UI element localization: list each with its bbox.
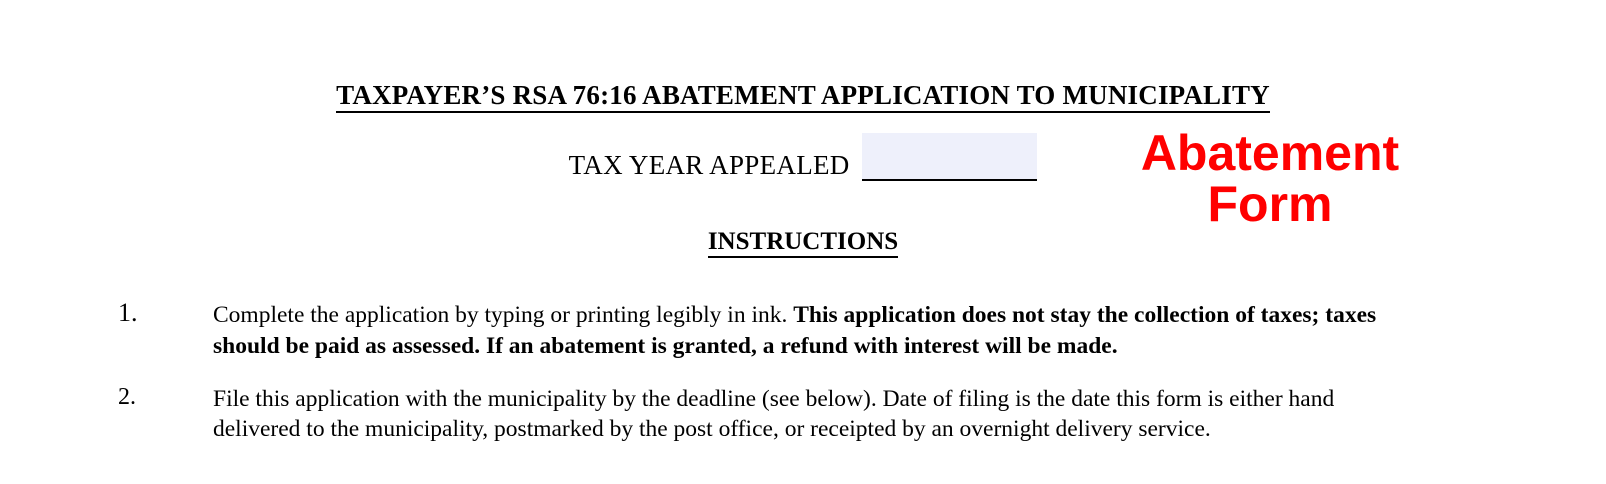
list-item-number: 1. bbox=[118, 298, 138, 327]
abatement-form-stamp bbox=[1100, 125, 1440, 232]
tax-year-underline bbox=[862, 179, 1037, 181]
page-title bbox=[0, 80, 1606, 111]
list-item-text-bold: This application does not stay the collection of taxes; taxes should be paid as assessed. If an abatement is granted, a refund with interest will be made. bbox=[213, 302, 1377, 359]
list-item bbox=[0, 384, 1606, 446]
tax-year-label: TAX YEAR APPEALED bbox=[568, 150, 850, 180]
stamp-line-1: Abatement bbox=[1140, 125, 1400, 181]
tax-year-field[interactable] bbox=[862, 153, 1037, 181]
stamp-line-2: Form bbox=[1207, 176, 1333, 232]
list-item-body bbox=[213, 384, 1406, 446]
list-item-text-plain: File this application with the municipality by the deadline (see below). Date of filing is the date this form is either hand delivered to the municipality, postmarked by the post office, or receipted by an overnight delivery service. bbox=[213, 385, 1335, 443]
page-title-text: TAXPAYER’S RSA 76:16 ABATEMENT APPLICATION TO MUNICIPALITY bbox=[336, 80, 1270, 113]
instructions-heading bbox=[0, 228, 1606, 256]
list-item-number: 2. bbox=[118, 383, 136, 410]
list-item bbox=[0, 300, 1606, 362]
tax-year-input[interactable] bbox=[862, 133, 1037, 179]
list-item-body bbox=[213, 300, 1406, 362]
instructions-heading-text: INSTRUCTIONS bbox=[708, 228, 898, 258]
instructions-list bbox=[0, 300, 1606, 467]
list-item-text-plain: Complete the application by typing or printing legibly in ink. bbox=[213, 302, 794, 328]
